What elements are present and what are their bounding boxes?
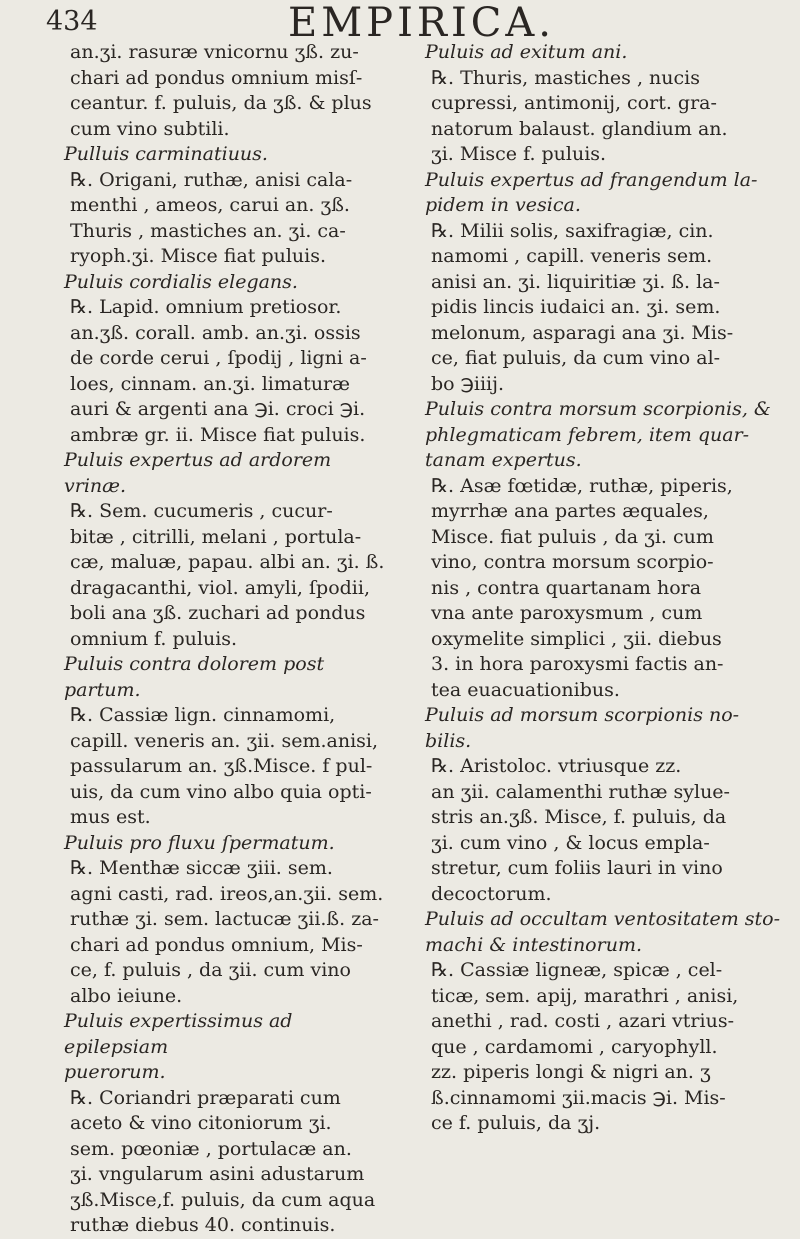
text-line: chari ad pondus omnium, Mis-	[70, 933, 363, 956]
recipe-heading: bilis.	[425, 729, 472, 752]
text-line: sem. pœoniæ , portulacæ an.	[70, 1137, 352, 1160]
text-line: ℞. Aristoloc. vtriusque zz.	[431, 755, 682, 777]
text-line: nis , contra quartanam hora	[431, 576, 702, 599]
text-line: ℞. Cassiæ ligneæ, spicæ , cel-	[431, 959, 723, 981]
text-line: stretur, cum foliis lauri in vino	[431, 857, 723, 879]
text-line: mus est.	[70, 806, 151, 828]
text-line: ce, f. puluis , da ʒii. cum vino	[70, 959, 351, 981]
text-line: ʒi. Misce f. puluis.	[431, 143, 607, 165]
text-line: stris an.ʒß. Misce, f. puluis, da	[431, 806, 727, 828]
text-line: ryoph.ʒi. Misce fiat puluis.	[70, 245, 327, 267]
text-line: aceto & vino citoniorum ʒi.	[70, 1112, 332, 1134]
text-line: passularum an. ʒß.Misce. f pul-	[70, 755, 373, 777]
text-line: ce, fiat puluis, da cum vino al-	[431, 347, 721, 369]
text-line: que , cardamomi , caryophyll.	[431, 1035, 718, 1058]
left-column	[56, 40, 390, 1239]
text-line: ℞. Milii solis, saxifragiæ, cin.	[431, 219, 714, 242]
text-line: ceantur. f. puluis, da ʒß. & plus	[70, 92, 372, 114]
right-column	[417, 40, 782, 1137]
recipe-heading: Puluis ad exitum ani.	[425, 41, 628, 63]
text-line: cum vino subtili.	[70, 117, 230, 140]
text-line: loes, cinnam. an.ʒi. limaturæ	[70, 372, 350, 395]
recipe-heading: Puluis ad occultam ventositatem sto-	[425, 908, 781, 930]
text-line: cupressi, antimonij, cort. gra-	[431, 92, 717, 114]
recipe-heading: Puluis ad morsum scorpionis no-	[425, 704, 740, 726]
recipe-heading: pidem in vesica.	[425, 194, 581, 216]
text-line: menthi , ameos, carui an. ʒß.	[70, 194, 350, 216]
text-line: pidis lincis iudaici an. ʒi. sem.	[431, 296, 721, 318]
text-line: decoctorum.	[431, 882, 552, 905]
text-line: oxymelite simplici , ʒii. diebus	[431, 627, 722, 650]
text-line: ruthæ diebus 40. continuis.	[70, 1214, 336, 1236]
text-line: bo ℈iiij.	[431, 372, 505, 395]
text-line: an.ʒß. corall. amb. an.ʒi. ossis	[70, 321, 361, 344]
recipe-heading: Puluis cordialis elegans.	[64, 270, 298, 293]
text-line: natorum balaust. glandium an.	[431, 117, 728, 140]
text-line: albo ieiune.	[70, 984, 183, 1007]
text-line: vino, contra morsum scorpio-	[431, 551, 714, 573]
recipe-heading: tanam expertus.	[425, 449, 582, 471]
text-line: chari ad pondus omnium misſ-	[70, 66, 363, 89]
text-line: ℞. Cassiæ lign. cinnamomi,	[70, 704, 336, 726]
text-line: ℞. Menthæ siccæ ʒiii. sem.	[70, 857, 333, 879]
text-line: namomi , capill. veneris sem.	[431, 245, 713, 267]
text-line: ℞. Asæ fœtidæ, ruthæ, piperis,	[431, 474, 733, 497]
text-line: Thuris , mastiches an. ʒi. ca-	[70, 219, 346, 242]
text-line: an.ʒi. rasuræ vnicornu ʒß. zu-	[70, 41, 359, 63]
text-line: ambræ gr. ii. Misce fiat puluis.	[70, 423, 366, 446]
recipe-heading: Puluis expertus ad frangendum la-	[425, 168, 758, 191]
text-line: myrrhæ ana partes æquales,	[431, 500, 709, 522]
recipe-heading: Puluis pro fluxu ſpermatum.	[64, 831, 335, 854]
text-line: ticæ, sem. apij, marathri , anisi,	[431, 984, 739, 1007]
text-line: boli ana ʒß. zuchari ad pondus	[70, 602, 366, 624]
recipe-heading: Puluis expertus ad ardorem vrinæ.	[64, 449, 332, 497]
running-head: EMPIRICA.	[288, 0, 555, 46]
text-line: ʒi. vngularum asini adustarum	[70, 1163, 365, 1185]
text-line: de corde cerui , ſpodij , ligni a-	[70, 347, 367, 369]
text-line: tea euacuationibus.	[431, 678, 620, 701]
text-line: ℞. Thuris, mastiches , nucis	[431, 66, 700, 89]
text-line: 3. in hora paroxysmi factis an-	[431, 653, 724, 675]
text-line: omnium f. puluis.	[70, 627, 238, 650]
text-line: cæ, maluæ, papau. albi an. ʒi. ß.	[70, 551, 385, 573]
recipe-heading: machi & intestinorum.	[425, 933, 642, 956]
recipe-heading: puerorum.	[64, 1061, 166, 1083]
text-line: ce f. puluis, da ʒj.	[431, 1112, 601, 1134]
text-line: anethi , rad. costi , azari vtrius-	[431, 1010, 734, 1032]
text-line: melonum, asparagi ana ʒi. Mis-	[431, 321, 734, 344]
recipe-heading: Puluis expertissimus ad epilepsiam	[64, 1010, 293, 1058]
text-line: ℞. Lapid. omnium pretiosor.	[70, 296, 342, 318]
recipe-heading: phlegmaticam febrem, item quar-	[425, 423, 750, 446]
text-line: auri & argenti ana ℈i. croci ℈i.	[70, 398, 366, 420]
text-line: capill. veneris an. ʒii. sem.anisi,	[70, 729, 379, 752]
recipe-heading: Puluis contra morsum scorpionis, &	[425, 398, 771, 420]
recipe-heading: Pulluis carminatiuus.	[64, 143, 268, 165]
text-line: agni casti, rad. ireos,an.ʒii. sem.	[70, 882, 384, 905]
text-line: dragacanthi, viol. amyli, ſpodii,	[70, 576, 371, 599]
text-line: zz. piperis longi & nigri an. ʒ	[431, 1061, 711, 1083]
text-line: ℞. Coriandri præparati cum	[70, 1086, 341, 1109]
text-line: uis, da cum vino albo quia opti-	[70, 780, 372, 803]
recipe-heading: Puluis contra dolorem post partum.	[64, 653, 325, 701]
text-line: anisi an. ʒi. liquiritiæ ʒi. ß. la-	[431, 270, 720, 293]
text-line: Misce. fiat puluis , da ʒi. cum	[431, 525, 714, 548]
text-line: bitæ , citrilli, melani , portula-	[70, 525, 362, 548]
text-line: ℞. Origani, ruthæ, anisi cala-	[70, 168, 353, 191]
page-number: 434	[46, 6, 98, 37]
text-line: ʒß.Misce,f. puluis, da cum aqua	[70, 1188, 376, 1211]
text-line: ß.cinnamomi ʒii.macis ℈i. Mis-	[431, 1086, 726, 1109]
text-line: ruthæ ʒi. sem. lactucæ ʒii.ß. za-	[70, 908, 379, 930]
text-line: an ʒii. calamenthi ruthæ sylue-	[431, 780, 730, 803]
text-line: ʒi. cum vino , & locus empla-	[431, 831, 710, 854]
text-line: vna ante paroxysmum , cum	[431, 602, 703, 624]
text-line: ℞. Sem. cucumeris , cucur-	[70, 500, 333, 522]
